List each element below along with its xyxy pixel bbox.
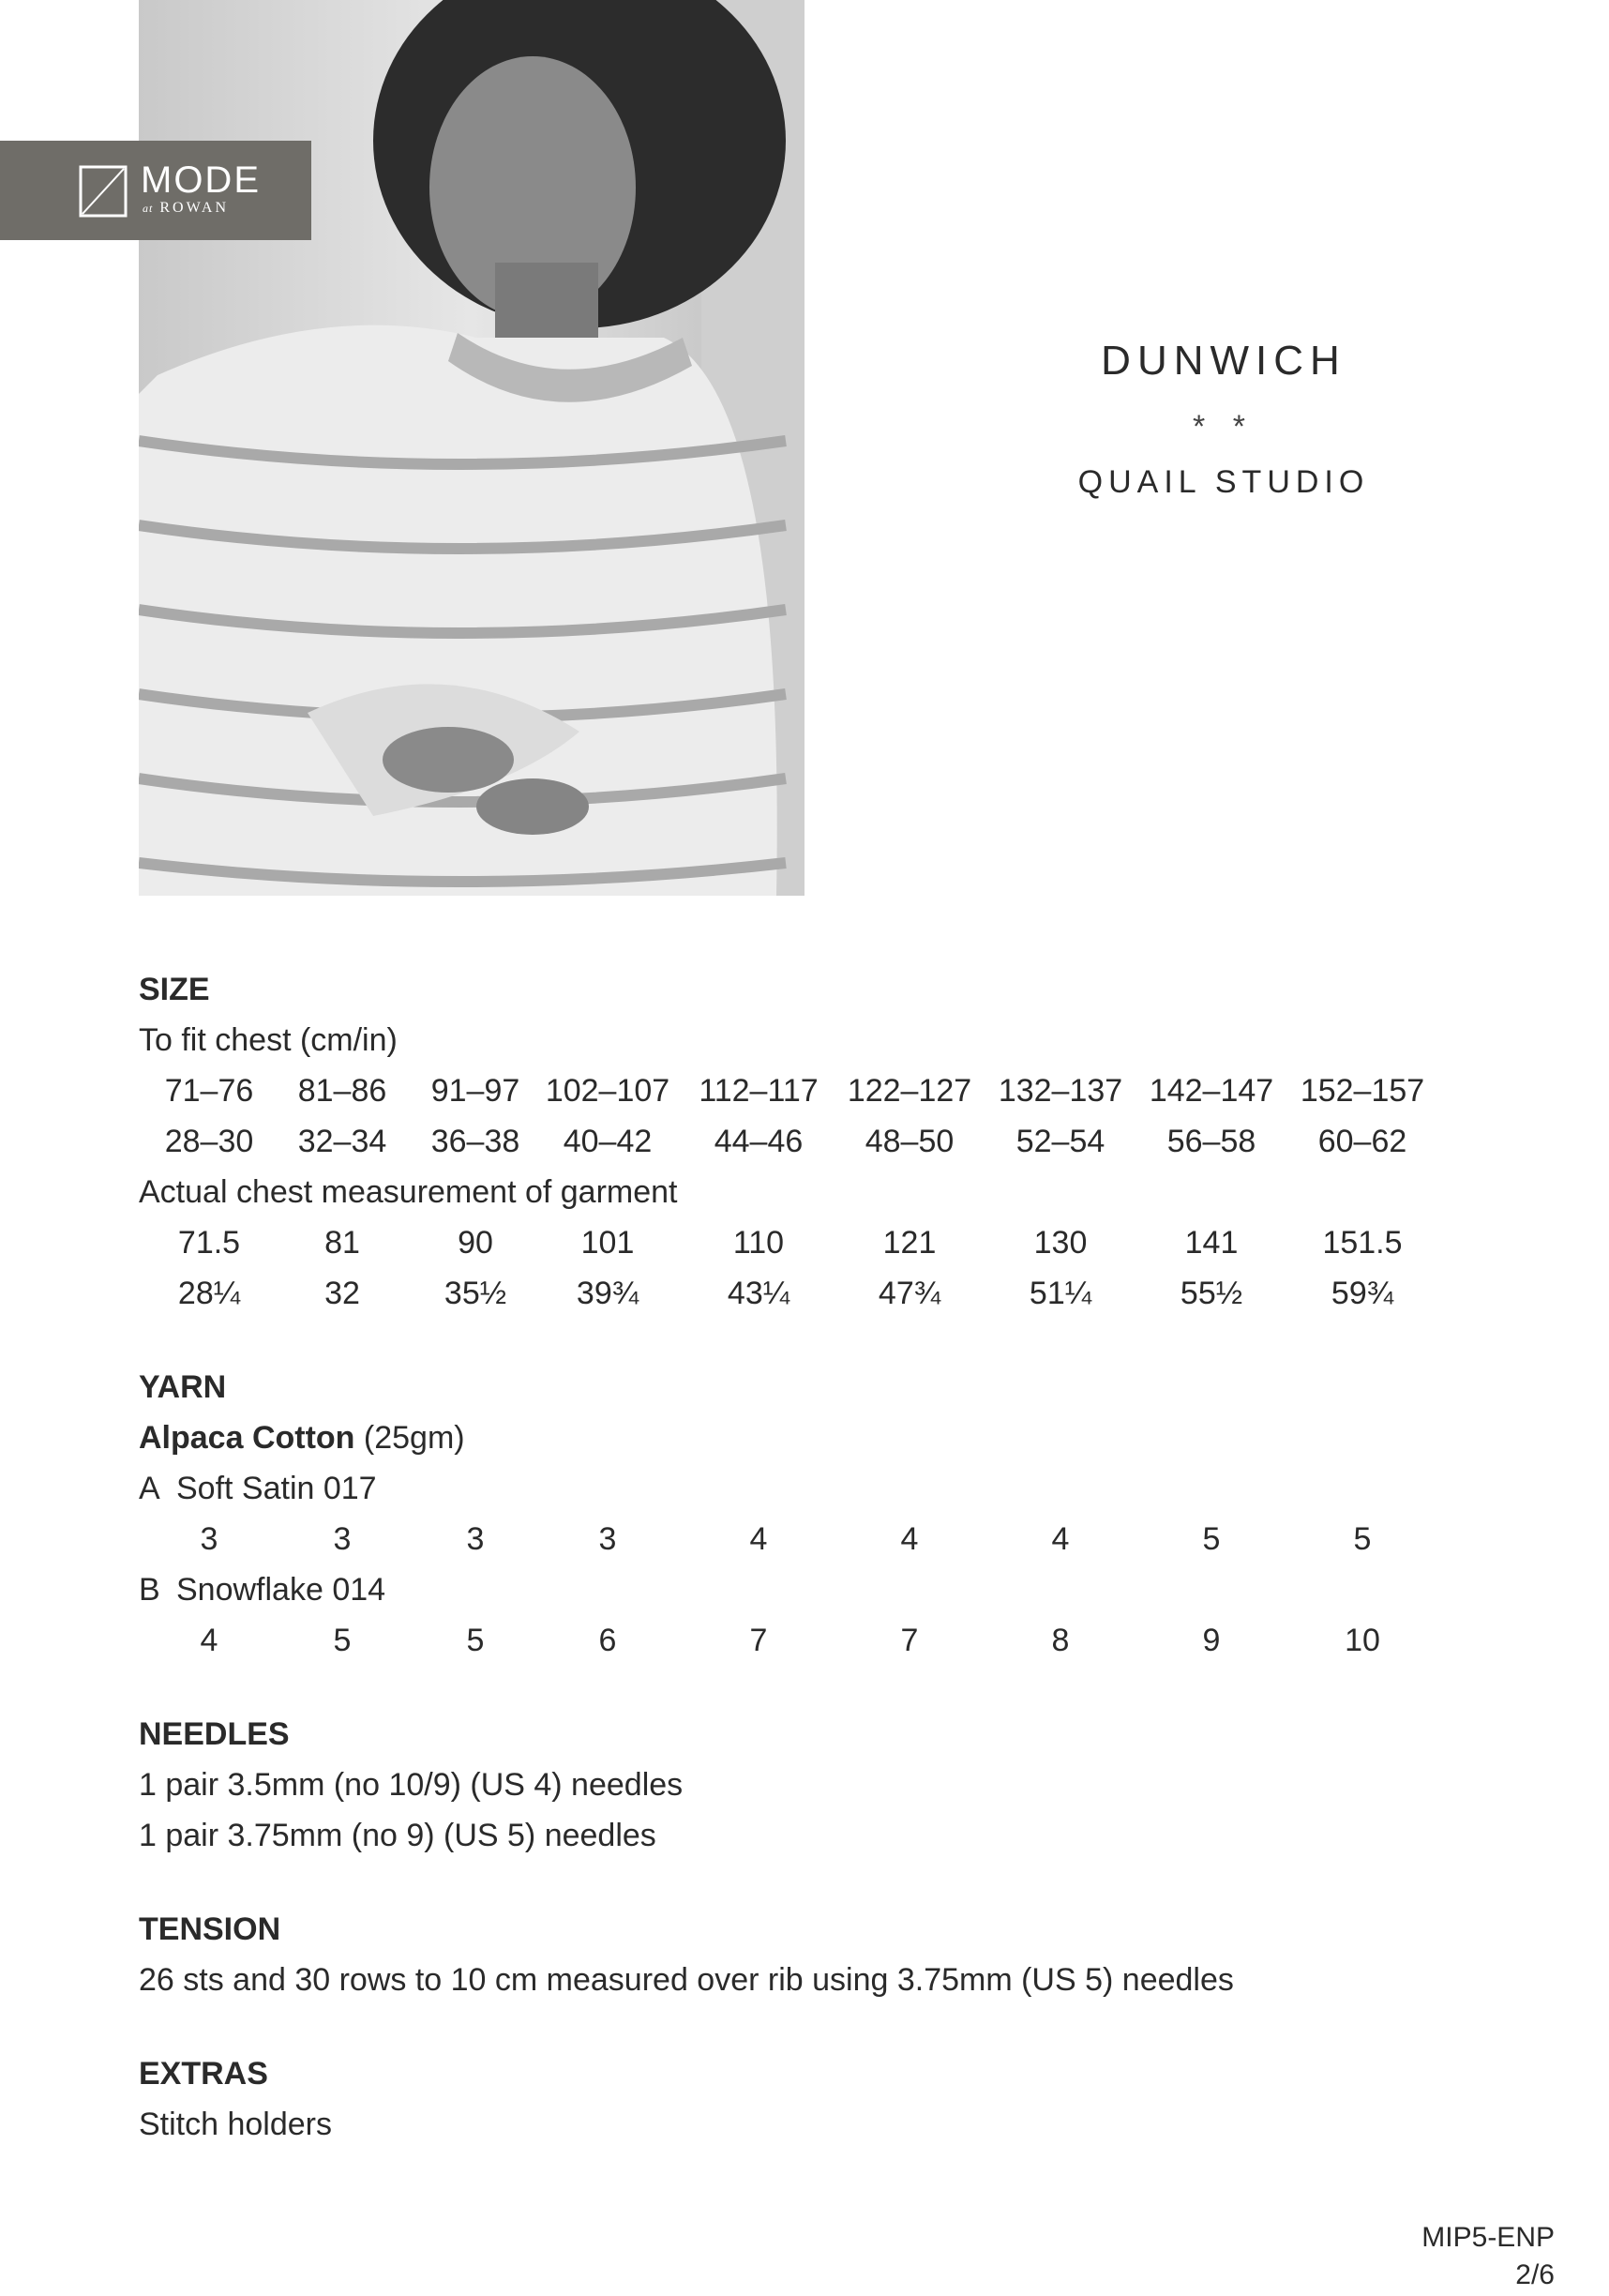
yarn-heading: YARN (139, 1369, 227, 1405)
yarn-quantity: 5 (466, 1623, 485, 1658)
pattern-details (139, 964, 1470, 2150)
pattern-code: MIP5-ENP (1421, 2222, 1555, 2253)
yarn-quantity: 4 (749, 1521, 768, 1557)
size-value: 91–97 (430, 1073, 520, 1109)
fit-cm-row (139, 1065, 1470, 1116)
page-number: 2/6 (1515, 2259, 1555, 2290)
yarn-quantity: 5 (1202, 1521, 1221, 1557)
measurement-value: 81 (324, 1225, 360, 1261)
brand-logo (0, 141, 311, 240)
measurement-value: 90 (458, 1225, 493, 1261)
measurement-value: 35½ (444, 1276, 507, 1311)
measurement-value: 130 (1033, 1225, 1088, 1261)
size-value: 102–107 (545, 1073, 670, 1109)
yarn-quantity: 5 (1353, 1521, 1372, 1557)
measurement-value: 71.5 (177, 1225, 241, 1261)
size-value: 36–38 (430, 1124, 520, 1159)
yarn-quantity: 3 (333, 1521, 352, 1557)
size-value: 56–58 (1166, 1124, 1256, 1159)
actual-in-row (139, 1268, 1470, 1319)
fit-chest-label: To fit chest (cm/in) (139, 1022, 398, 1058)
size-value: 142–147 (1149, 1073, 1274, 1109)
size-value: 28–30 (164, 1124, 254, 1159)
size-value: 81–86 (297, 1073, 387, 1109)
model-photo (139, 0, 804, 896)
size-value: 44–46 (714, 1124, 804, 1159)
size-value: 152–157 (1300, 1073, 1425, 1109)
yarn-quantity: 8 (1051, 1623, 1070, 1658)
measurement-value: 51¼ (1029, 1276, 1092, 1311)
size-value: 52–54 (1015, 1124, 1105, 1159)
yarn-quantity: 9 (1202, 1623, 1221, 1658)
yarn-name-line (139, 1412, 1470, 1463)
measurement-value: 121 (882, 1225, 937, 1261)
measurement-value: 32 (324, 1276, 360, 1311)
page-footer (1421, 2219, 1555, 2294)
yarn-quantity: 4 (200, 1623, 218, 1658)
measurement-value: 151.5 (1322, 1225, 1403, 1261)
yarn-name: Alpaca Cotton (139, 1420, 355, 1456)
yarn-a-line (139, 1463, 1470, 1514)
measurement-value: 55½ (1180, 1276, 1243, 1311)
measurement-value: 47¾ (878, 1276, 941, 1311)
yarn-b-quantities (139, 1615, 1470, 1666)
yarn-quantity: 10 (1345, 1623, 1380, 1658)
size-heading: SIZE (139, 972, 210, 1007)
measurement-value: 43¼ (727, 1276, 790, 1311)
yarn-quantity: 6 (598, 1623, 617, 1658)
title-block (1031, 338, 1416, 501)
size-value: 60–62 (1317, 1124, 1407, 1159)
yarn-quantity: 4 (900, 1521, 919, 1557)
yarn-quantity: 7 (749, 1623, 768, 1658)
yarn-quantity: 3 (200, 1521, 218, 1557)
yarn-b-line (139, 1564, 1470, 1615)
pattern-title: DUNWICH (1101, 338, 1346, 384)
measurement-value: 141 (1184, 1225, 1239, 1261)
needles-line-2: 1 pair 3.75mm (no 9) (US 5) needles (139, 1818, 656, 1853)
model-photo-illustration (139, 0, 804, 896)
tension-text: 26 sts and 30 rows to 10 cm measured over rib using 3.75mm (US 5) needles (139, 1962, 1234, 1998)
yarn-weight: (25gm) (354, 1420, 465, 1456)
size-value: 40–42 (563, 1124, 653, 1159)
size-value: 48–50 (865, 1124, 955, 1159)
needles-line-1: 1 pair 3.5mm (no 10/9) (US 4) needles (139, 1767, 684, 1803)
extras-heading: EXTRAS (139, 2056, 268, 2092)
fit-in-row (139, 1116, 1470, 1167)
difficulty-rating: * * (1193, 409, 1255, 445)
size-value: 122–127 (847, 1073, 972, 1109)
measurement-value: 59¾ (1331, 1276, 1394, 1311)
measurement-value: 101 (580, 1225, 635, 1261)
yarn-b-letter: B (139, 1572, 160, 1608)
yarn-a-name: Soft Satin 017 (176, 1471, 377, 1506)
yarn-quantity: 3 (598, 1521, 617, 1557)
yarn-quantity: 4 (1051, 1521, 1070, 1557)
actual-cm-row (139, 1217, 1470, 1268)
measurement-value: 39¾ (576, 1276, 639, 1311)
tension-heading: TENSION (139, 1911, 281, 1947)
yarn-b-name: Snowflake 014 (176, 1572, 386, 1608)
measurement-value: 28¼ (177, 1276, 241, 1311)
size-value: 71–76 (164, 1073, 254, 1109)
logo-sub (143, 199, 229, 218)
logo-sub-name: ROWAN (159, 200, 230, 216)
logo-mark-icon (79, 165, 128, 218)
yarn-quantity: 3 (466, 1521, 485, 1557)
yarn-a-letter: A (139, 1471, 160, 1506)
actual-chest-label: Actual chest measurement of garment (139, 1174, 678, 1210)
measurement-value: 110 (732, 1225, 785, 1261)
size-value: 112–117 (699, 1073, 819, 1109)
size-value: 132–137 (998, 1073, 1123, 1109)
extras-text: Stitch holders (139, 2107, 332, 2142)
designer-name: QUAIL STUDIO (1077, 464, 1370, 500)
size-value: 32–34 (297, 1124, 387, 1159)
yarn-quantity: 7 (900, 1623, 919, 1658)
yarn-a-quantities (139, 1514, 1470, 1564)
logo-sub-prefix: at (143, 202, 154, 215)
yarn-quantity: 5 (333, 1623, 352, 1658)
logo-brand: MODE (141, 159, 261, 201)
needles-heading: NEEDLES (139, 1716, 290, 1752)
